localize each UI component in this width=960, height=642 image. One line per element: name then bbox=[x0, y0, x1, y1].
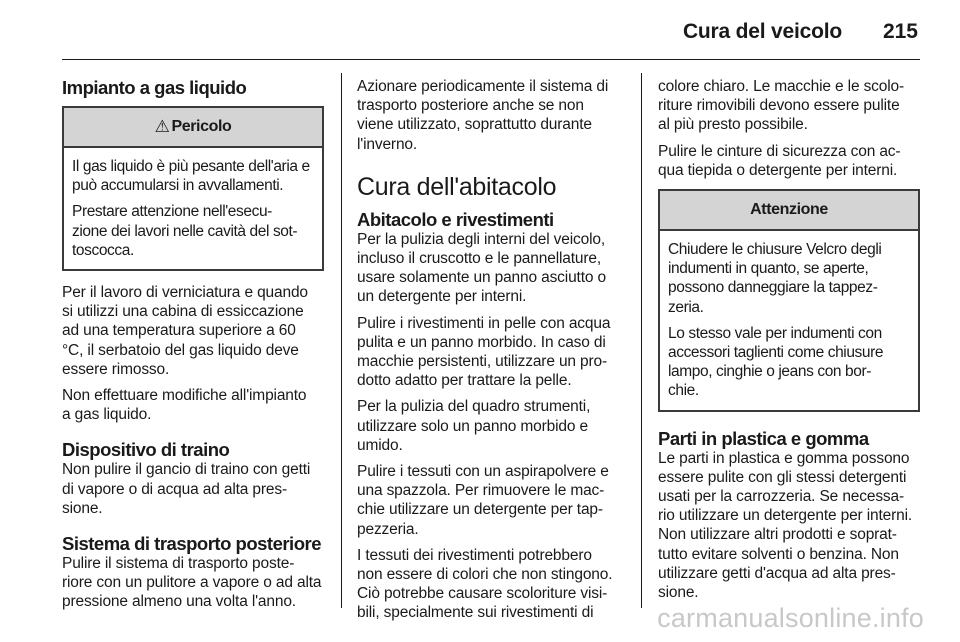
paragraph-interior-5: I tessuti dei rivestimenti potrebbero non essere di colori che non stingono. Ciò potrebbe causare scoloriture visi- bili, specialmente sui rivestimenti di bbox=[357, 546, 613, 622]
heading-interior: Abitacolo e rivestimenti bbox=[357, 208, 554, 230]
paragraph-interior-4: Pulire i tessuti con un aspirapolvere e una spazzola. Per rimuovere le mac- chie utilizzare un detergente per tap- pezzeria. bbox=[357, 463, 609, 538]
header-rule bbox=[62, 59, 920, 60]
warning-triangle-icon: ⚠ bbox=[154, 117, 170, 136]
column-1 bbox=[62, 77, 324, 619]
paragraph-modifications: Non effettuare modifiche all'impianto a gas liquido. bbox=[62, 387, 307, 424]
danger-text-1: Il gas liquido è più pesante dell'aria e può accumularsi in avvallamenti. bbox=[72, 158, 310, 195]
danger-box-header bbox=[64, 108, 322, 148]
column-divider-2 bbox=[641, 73, 642, 608]
attention-box bbox=[658, 189, 920, 412]
attention-text-2: Lo stesso vale per indumenti con accessori taglienti come chiusure lampo, cinghie o jeans con bor- chie. bbox=[668, 324, 884, 400]
paragraph-rear-carrier: Pulire il sistema di trasporto poste- riore con un pulitore a vapore o ad alta pressione almeno una volta l'anno. bbox=[62, 555, 322, 611]
heading-rear-carrier: Sistema di trasporto posteriore bbox=[62, 533, 321, 555]
attention-box-body bbox=[660, 231, 918, 410]
attention-box-header bbox=[660, 191, 918, 231]
danger-text-2: Prestare attenzione nell'esecu- zione dei lavori nelle cavità del sot- toscocca. bbox=[72, 203, 298, 259]
heading-lpg: Impianto a gas liquido bbox=[62, 77, 247, 98]
danger-box-title: Pericolo bbox=[171, 118, 232, 135]
heading-plastic-rubber: Parti in plastica e gomma bbox=[658, 427, 869, 449]
heading-cabin-care: Cura dell'abitacolo bbox=[357, 172, 557, 201]
paragraph-towing: Non pulire il gancio di traino con getti di vapore o di acqua ad alta pres- sione. bbox=[62, 461, 311, 517]
attention-text-1: Chiudere le chiusure Velcro degli indumenti in quanto, se aperte, possono danneggiare la tappez- zeria. bbox=[668, 241, 882, 316]
paragraph-plastic-rubber: Le parti in plastica e gomma possono essere pulite con gli stessi detergenti usati per la carrozzeria. Se necessa- rio utilizzare un detergente per interni. Non utilizzare altri prodotti e soprat- tutto evitare solventi o benzina. Non utilizzare getti d'acqua ad alta pres- sione. bbox=[658, 449, 913, 602]
page-number: 215 bbox=[882, 20, 918, 43]
paragraph-interior-2: Pulire i rivestimenti in pelle con acqua pulita e un panno morbido. In caso di macchie persistenti, utilizzare un pro- dotto adatto per trattare la pelle. bbox=[357, 314, 611, 390]
column-2 bbox=[357, 77, 625, 630]
header-title: Cura del veicolo bbox=[682, 20, 842, 43]
danger-box-body bbox=[64, 148, 322, 269]
attention-box-title: Attenzione bbox=[750, 201, 828, 219]
paragraph-rear-carrier-cont: Azionare periodicamente il sistema di trasporto posteriore anche se non viene utilizzato, soprattutto durante l'inverno. bbox=[357, 78, 609, 153]
paragraph-interior-1: Per la pulizia degli interni del veicolo, incluso il cruscotto e le pannellature, usare solamente un panno asciutto o un detergente per interni. bbox=[357, 230, 606, 306]
heading-towing: Dispositivo di traino bbox=[62, 439, 230, 461]
column-divider-1 bbox=[341, 73, 342, 608]
paragraph-seat-belts: Pulire le cinture di sicurezza con ac- qua tiepida o detergente per interni. bbox=[658, 142, 901, 179]
paragraph-fabric-cont: colore chiaro. Le macchie e le scolo- riture rimovibili devono essere pulite al più presto possibile. bbox=[658, 78, 905, 134]
paragraph-paint: Per il lavoro di verniciatura e quando si utilizzi una cabina di essiccazione ad una temperatura superiore a 60 °C, il serbatoio del gas liquido deve essere rimosso. bbox=[62, 284, 308, 378]
column-3 bbox=[658, 77, 920, 609]
watermark: carmanualsonline.info bbox=[657, 603, 924, 633]
paragraph-interior-3: Per la pulizia del quadro strumenti, utilizzare solo un panno morbido e umido. bbox=[357, 398, 591, 454]
danger-box bbox=[62, 106, 324, 271]
